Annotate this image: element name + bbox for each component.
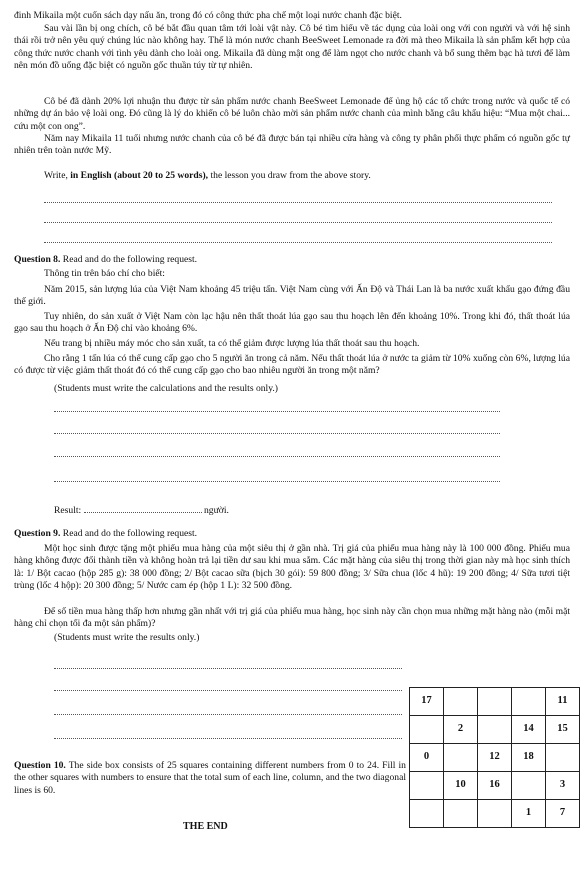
magic-square-row	[410, 772, 580, 800]
magic-square-cell: 11	[546, 688, 580, 716]
magic-square-cell: 3	[546, 772, 580, 800]
magic-square-cell[interactable]	[512, 772, 546, 800]
question-8-title: Question 8.	[14, 254, 61, 265]
story-paragraph-3: Năm nay Mikaila 11 tuổi nhưng nước chanh của cô bé đã được bán tại nhiều cửa hàng và công ty phân phối thực phẩm có nguồn gốc tự nhiên trên toàn nước Mỹ.	[14, 133, 570, 157]
answer-line[interactable]	[54, 481, 500, 482]
story-line-0: đinh Mikaila một cuốn sách dạy nấu ăn, trong đó có công thức pha chế một loại nước chanh đặc biệt.	[14, 10, 402, 21]
q8-paragraph-3: Nếu trang bị nhiều máy móc cho sản xuất, ta có thể giảm được lượng lúa thất thoát sau thu hoạch.	[44, 338, 420, 349]
write-instruction	[14, 170, 570, 182]
answer-line[interactable]	[54, 411, 500, 412]
q8-result-unit: người.	[201, 505, 229, 516]
question-9-title: Question 9.	[14, 528, 61, 539]
magic-square-cell: 15	[546, 716, 580, 744]
q8-result-label: Result:	[54, 505, 84, 516]
magic-square-grid	[409, 687, 580, 828]
question-9-instruction: Read and do the following request.	[60, 528, 198, 539]
question-8-heading	[14, 254, 570, 266]
magic-square-cell: 7	[546, 800, 580, 828]
magic-square-cell[interactable]	[512, 688, 546, 716]
question-9-heading	[14, 528, 570, 540]
answer-line[interactable]	[44, 202, 552, 203]
q8-paragraph-1: Năm 2015, sản lượng lúa của Việt Nam khoảng 45 triệu tấn. Việt Nam cùng với Ấn Độ và Thái Lan là ba nước xuất khẩu gạo đứng đầu thế giới.	[14, 284, 570, 308]
magic-square-cell: 16	[478, 772, 512, 800]
q8-paragraph-4: Cho rằng 1 tấn lúa có thể cung cấp gạo cho 5 người ăn trong cả năm. Nếu thất thoát lúa ở nước ta giảm từ 10% xuống còn 6%, lượng lúa có được từ việc giảm thất thoát đó có thể cung cấp gạo cho bao nhiêu người ăn trong một năm?	[14, 353, 570, 377]
magic-square-cell: 1	[512, 800, 546, 828]
story-paragraph-1: Sau vài lần bị ong chích, cô bé bắt đầu quan tâm tới loài vật này. Cô bé tìm hiểu về tác dụng của loài ong với con người và với hệ sinh thái rồi trở nên yêu quý chúng lúc nào không hay. Thế là món nước chanh BeeSweet Lemonade ra đời mà theo Mikaila là sản phẩm kết hợp của công thức nước chanh với tình yêu dành cho loài ong. Mikaila đã dùng mật ong để làm ngọt cho nước chanh và bổ sung thêm bạc hà tươi để làm nên món đồ uống đặc biệt có nguồn gốc thuần túy từ tự nhiên.	[14, 23, 570, 71]
magic-square-cell[interactable]	[410, 800, 444, 828]
magic-square-cell[interactable]	[444, 688, 478, 716]
answer-line[interactable]	[54, 738, 402, 739]
magic-square-cell: 10	[444, 772, 478, 800]
answer-line[interactable]	[44, 242, 552, 243]
magic-square-cell[interactable]	[478, 716, 512, 744]
answer-line[interactable]	[54, 433, 500, 434]
magic-square-cell[interactable]	[478, 800, 512, 828]
magic-square-row	[410, 716, 580, 744]
q8-result-blank[interactable]	[84, 512, 202, 513]
story-paragraph-2: Cô bé đã dành 20% lợi nhuận thu được từ sản phẩm nước chanh BeeSweet Lemonade để ủng hộ các tổ chức trong nước và quốc tế có những dự án bảo vệ loài ong. Đó cũng là lý do khiến cô bé luôn chào mời sản phẩm nước chanh của mình bằng câu khẩu hiệu: “Mua một chai... cứu một con ong”.	[14, 96, 570, 132]
magic-square-cell[interactable]	[444, 744, 478, 772]
answer-line[interactable]	[54, 690, 402, 691]
question-10-body: The side box consists of 25 squares containing different numbers from 0 to 24. Fill in the other squares with numbers to ensure that the total sum of each line, column, and the two diagonal lines is 60.	[14, 760, 406, 796]
magic-square-cell: 2	[444, 716, 478, 744]
question-10-text	[14, 760, 406, 797]
magic-square-cell[interactable]	[546, 744, 580, 772]
magic-square-cell: 18	[512, 744, 546, 772]
write-bold: in English (about 20 to 25 words),	[70, 170, 209, 181]
q8-note: (Students must write the calculations and the results only.)	[54, 383, 278, 394]
q8-result-row	[54, 505, 354, 517]
magic-square-cell: 17	[410, 688, 444, 716]
magic-square-cell[interactable]	[444, 800, 478, 828]
magic-square-cell: 14	[512, 716, 546, 744]
write-suffix: the lesson you draw from the above story.	[208, 170, 371, 181]
q8-paragraph-2: Tuy nhiên, do sản xuất ở Việt Nam còn lạc hậu nên thất thoát lúa gạo sau thu hoạch lên đến khoảng 10%. Trong khi đó, thất thoát lúa gạo sau thu hoạch ở Ấn Độ chỉ vào khoảng 6%.	[14, 311, 570, 335]
answer-line[interactable]	[44, 222, 552, 223]
magic-square-row	[410, 800, 580, 828]
answer-line[interactable]	[54, 456, 500, 457]
q9-note: (Students must write the results only.)	[54, 632, 200, 643]
answer-line[interactable]	[54, 668, 402, 669]
magic-square-row	[410, 744, 580, 772]
magic-square-cell: 12	[478, 744, 512, 772]
magic-square-cell[interactable]	[478, 688, 512, 716]
write-prefix: Write,	[44, 170, 71, 181]
q9-paragraph-2: Để số tiền mua hàng thấp hơn nhưng gần nhất với trị giá của phiếu mua hàng, học sinh này cần chọn mua những mặt hàng nào (mỗi mặt hàng chỉ chọn tối đa một sản phẩm)?	[14, 606, 570, 630]
magic-square-row	[410, 688, 580, 716]
answer-line[interactable]	[54, 714, 402, 715]
magic-square-cell[interactable]	[410, 716, 444, 744]
the-end-label: THE END	[183, 821, 228, 832]
magic-square-cell: 0	[410, 744, 444, 772]
question-8-instruction: Read and do the following request.	[60, 254, 198, 265]
magic-square-cell[interactable]	[410, 772, 444, 800]
q9-paragraph-1: Một học sinh được tặng một phiếu mua hàng của một siêu thị ở gần nhà. Trị giá của phiếu mua hàng này là 100 000 đồng. Phiếu mua hàng không được đổi thành tiền và không hoàn trả lại tiền dư sau khi mua sắm. Các mặt hàng của siêu thị trong thời gian này mà học sinh thích là: 1/ Bột cacao (hộp 285 g): 38 000 đồng; 2/ Bột cacao sữa (bịch 30 gói): 59 800 đồng; 3/ Sữa chua (lốc 4 hũ): 19 200 đồng; 4/ Sữa tươi tiệt trùng (lốc 4 hộp): 20 300 đồng; 5/ Nước cam ép (hộp 1 L): 32 500 đồng.	[14, 543, 570, 591]
question-10-title: Question 10.	[14, 760, 66, 771]
q8-intro: Thông tin trên báo chí cho biết:	[44, 268, 165, 279]
